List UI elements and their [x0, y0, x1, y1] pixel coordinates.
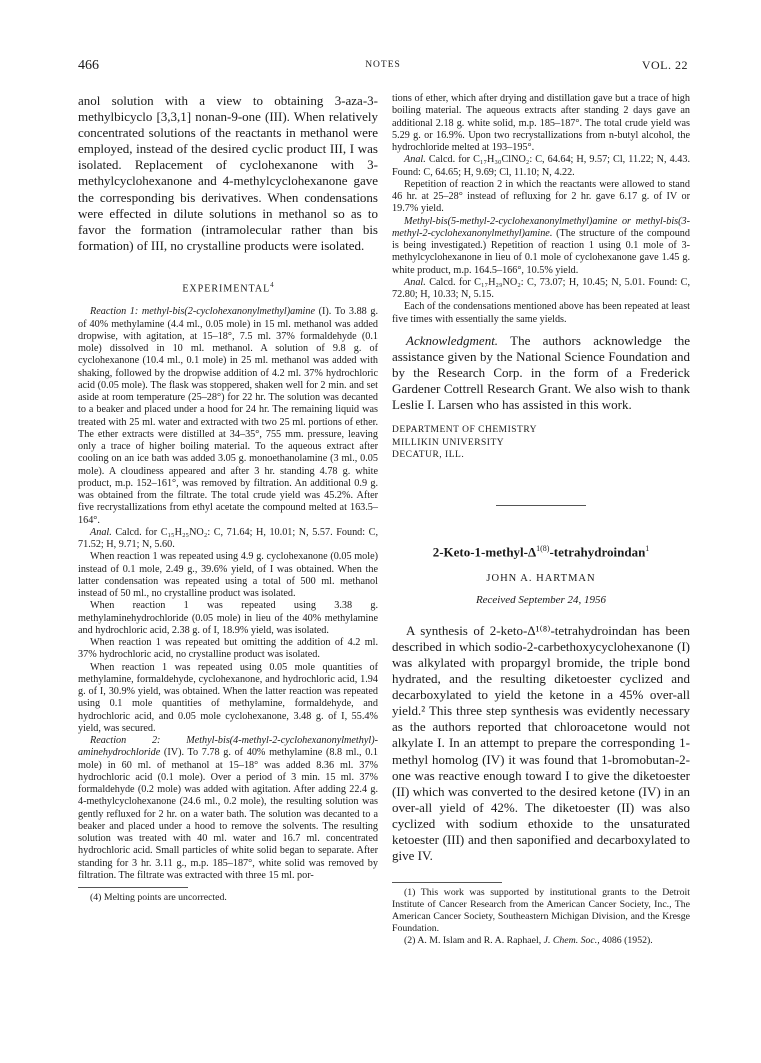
paragraph-repeat-c: When reaction 1 was repeated but omitting the addition of 4.2 ml. 37% hydrochloric acid, no crystalline product was isolated.: [78, 637, 378, 661]
footnote-2-tail: 4086 (1952).: [602, 935, 653, 947]
analysis-2-paragraph: [392, 154, 690, 179]
analysis-2-label: Anal.: [404, 154, 426, 166]
analysis-1-body: Calcd. for C₁₅H₂₅NO₂: C, 71.64; H, 10.01; N, 5.57. Found: C, 71.52; H, 9.71; N, 5.60.: [78, 526, 378, 551]
footnote-divider: [392, 882, 502, 883]
reaction-1-label: Reaction 1:: [90, 306, 139, 318]
running-title: NOTES: [365, 60, 401, 70]
analysis-1-paragraph: [78, 527, 378, 552]
article-author: JOHN A. HARTMAN: [486, 572, 596, 584]
footnote-2: [392, 935, 690, 947]
analysis-1-label: Anal.: [90, 526, 112, 538]
methyl-bis-body: (The structure of the compound is being investigated.) Repetition of reaction 1 using 0.1 mole of 3-methylcyclohexanone in lieu of 0.1 mole of cyclohexanone gave 1.45 g. white product, m.p. 164.5–166°, 10.5% yield.: [392, 227, 690, 276]
left-column: [78, 93, 378, 904]
reaction-1-compound: methyl-bis(2-cyclohexanonylmethyl)amine: [141, 306, 316, 318]
analysis-3-body: Calcd. for C₁₇H₂₉NO₂: C, 73.07; H, 10.45; N, 5.01. Found: C, 72.80; H, 10.33; N, 5.15.: [392, 276, 691, 300]
page-header: [78, 58, 688, 78]
footnote-2-journal: J. Chem. Soc.,: [543, 935, 600, 947]
article-divider: [496, 505, 586, 506]
affiliation-line: DECATUR, ILL.: [392, 450, 465, 461]
reaction-2-paragraph: [78, 735, 378, 882]
reaction-2-compound: Methyl-bis(4-methyl-2-cyclohexanonylmethyl)-aminehydrochloride: [78, 735, 378, 759]
affiliation-line: MILLIKIN UNIVERSITY: [392, 437, 505, 448]
paragraph-repeat-b: When reaction 1 was repeated using 3.38 g. methylaminehydrochloride (0.05 mole) in lieu of the 40% methylamine and hydrochloric acid, 2.38 g. of I, 18.9% yield, was isolated.: [78, 600, 378, 636]
reaction-2-body: (IV). To 7.78 g. of 40% methylamine (8.8 ml., 0.1 mole) in 60 ml. of methanol at 15–18° was added 8.36 ml. 37% hydrochloric acid (0.1 mole). Over a period of 3 min. 15 ml. 37% formaldehyde (0.2 mole) was added with agitation. After adding 22.4 g. 4-methylcyclohexanone (24.6 ml., 0.2 mole), the resulting solution was gently refluxed for 2 hr. on a water bath. The solution was decanted to a beaker and placed under a hood to remove the solvents. The resulting solution was treated with 40 ml. water and 16.7 ml. concentrated hydrochloric acid. Small particles of white solid began to separate. After standing for 3 hr. 3.11 g., m.p. 185–187°, white solid was removed by filtration. The filtrate was extracted with three 15 ml. por-: [78, 747, 378, 881]
intro-paragraph: anol solution with a view to obtaining 3-aza-3-methylbicyclo [3,3,1] nonan-9-one (III). When relatively concentrated solutions of the reactants in methanol were employed, instead of the desired cyclic product III, I was isolated. Replacement of cyclohexanone with 3-methylcyclohexanone and 4-methylcyclohexanone gave the corresponding bis derivatives. When condensations were effected in dilute solutions in methanol so as to favor the formation (intramolecular rather than bis formation) of III, no crystalline products were isolated.: [78, 93, 378, 253]
article-title-tail: -tetrahydroindan: [549, 544, 646, 560]
reaction-2-label: Reaction 2:: [90, 735, 161, 747]
experimental-footnote-ref: 4: [270, 280, 274, 289]
article-title-footnote-ref: 1: [645, 544, 650, 554]
paragraph-repeat-a: When reaction 1 was repeated using 4.9 g. cyclohexanone (0.05 mole) instead of 0.1 mole, 2.49 g., 39.6% yield, of I was obtained. When the latter condensation was repeated using a total of 500 ml. methanol instead of 50 ml., no crystalline product was isolated.: [78, 551, 378, 600]
analysis-2-body: Calcd. for C₁₇H₃₀ClNO₂: C, 64.64; H, 9.57; Cl, 11.22; N, 4.43. Found: C, 64.65; H, 9.69; Cl, 11.10; N, 4.22.: [392, 154, 690, 178]
acknowledgment-paragraph: [392, 333, 690, 413]
footnote-divider: [78, 887, 188, 888]
reaction-1-body: (I). To 3.88 g. of 40% methylamine (4.4 ml., 0.05 mole) in 15 ml. methanol was added dropwise, with agitation, at 15–18°, 7.5 ml. 37% formaldehyde (0.1 mole) dissolved in 10 ml. methanol. A solution of 9.8 g. of cyclohexanone (10.4 ml., 0.1 mole) in 25 ml. methanol was added with shaking, followed by the dropwise addition of 4.2 ml. 37% hydrochloric acid (0.05 mole). The flask was stoppered, shaken well for 2 min. and set aside at room temperature (25–28°) for 22 hr. The solution was decanted to a beaker and placed under a hood for 24 hr. The remaining liquid was treated with 25 ml. water and extracted with two 25 ml. portions of ether. The ether extracts were distilled at 34–35°, 755 mm. pressure, leaving only a trace of higher boiling material. To the aqueous extract after cooling on an ice bath was added 3.05 g. monoethanolamine (3 ml., 0.05 mole). A cloudiness appeared and after 3 hr. standing 4.78 g. white product, m.p. 152–161°, was removed by filtration. An additional 0.9 g. was obtained from the filtrate. The total crude yield was 45.2%. After five recrystallizations from ethyl acetate the compound melted at 163.5–164°.: [78, 306, 378, 526]
page-number: 466: [78, 58, 99, 73]
experimental-heading: [78, 281, 378, 294]
article-title-text: 2-Keto-1-methyl-Δ: [432, 544, 537, 560]
methyl-bis-paragraph: [392, 216, 690, 277]
article-title: [392, 544, 690, 560]
right-column: [392, 93, 690, 947]
paragraph-repeat-d: When reaction 1 was repeated using 0.05 mole quantities of methylamine, formaldehyde, cyclohexanone, and hydrochloric acid, 1.94 g. of I, 30.9% yield, was obtained. When the latter reaction was repeated using 0.1 mole quantities of methylamine, formaldehyde, and hydrochloric acid, and 0.05 mole cyclohexanone, 3.48 g. of I, 55.4% yield, was secured.: [78, 661, 378, 734]
acknowledgment-label: Acknowledgment.: [406, 332, 499, 348]
affiliation-line: DEPARTMENT OF CHEMISTRY: [392, 425, 538, 436]
volume-label: VOL. 22: [641, 58, 688, 72]
experimental-heading-text: EXPERIMENTAL: [182, 283, 271, 295]
analysis-3-label: Anal.: [404, 276, 426, 288]
continued-paragraph: tions of ether, which after drying and distillation gave but a trace of high boiling material. The aqueous extracts after standing 2 days gave an additional 2.18 g. white solid, m.p. 185–187°. The total crude yield was 5.29 g. or 16.9%. Upon two recrystallizations from n-butyl alcohol, the hydrochloride melted at 193–195°.: [392, 93, 690, 153]
received-date: Received September 24, 1956: [475, 593, 607, 606]
reaction-1-paragraph: [78, 306, 378, 527]
analysis-3-paragraph: [392, 277, 690, 302]
acknowledgment-body: The authors acknowledge the assistance given by the National Science Foundation and by the Research Corp. in the form of a Frederick Gardener Cottrell Research Grant. We also wish to thank Leslie I. Larsen who has assisted in this work.: [392, 332, 690, 413]
footnote-4: (4) Melting points are uncorrected.: [90, 892, 227, 904]
footnote-2-text: (2) A. M. Islam and R. A. Raphael,: [404, 935, 542, 947]
article-body-paragraph: A synthesis of 2-keto-Δ¹⁽⁸⁾-tetrahydroindan has been described in which sodio-2-carbethoxycyclohexanone (I) was alkylated with propargyl bromide, the triple bond hydrated, and the resulting diketoester cyclized and decarboxylated to yield the ketone in a 45% over-all yield.² This three step synthesis was evidently necessary as the authors reported that chloroacetone would not alkylate I. In an attempt to prepare the corresponding 1-methyl homolog (IV) it was found that 1-bromobutan-2-one was reactive enough toward I to give the diketoester (II) which was converted to the desired ketone (IV) in an over-all yield of 42%. The diketoester (II) was also cyclized with sodium ethoxide to the unsaturated ketoester (III) and then saponified and decarboxylated to give IV.: [392, 622, 690, 864]
methyl-bis-compound: Methyl-bis(5-methyl-2-cyclohexanonylmethyl)amine or methyl-bis(3-methyl-2-cyclohexanonylmethyl)amine.: [392, 215, 690, 239]
affiliation-block: [392, 424, 690, 461]
repetition-paragraph: Repetition of reaction 2 in which the reactants were allowed to stand 46 hr. at 25–28° instead of refluxing for 2 hr. gave 6.17 g. of IV or 19.7% yield.: [392, 178, 690, 215]
footnote-1: (1) This work was supported by institutional grants to the Detroit Institute of Cancer Research from the American Cancer Society, Inc., The American Cancer Society, Southeastern Michigan Division, and the Kresge Foundation.: [392, 887, 690, 935]
each-paragraph: Each of the condensations mentioned above has been repeated at least five times with essentially the same yields.: [392, 301, 690, 325]
article-title-superscript: 1(8): [536, 544, 550, 554]
